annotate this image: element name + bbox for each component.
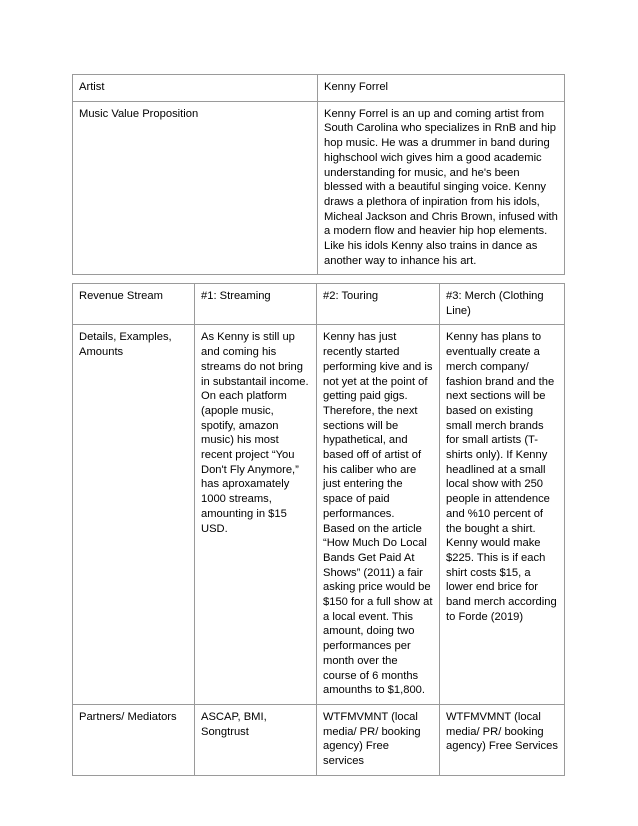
- header-cell: [195, 284, 317, 325]
- artist-row: [73, 75, 565, 102]
- artist-table: [72, 74, 565, 275]
- partners-touring-cell: [317, 704, 440, 775]
- header-streaming: #1: Streaming: [201, 290, 271, 302]
- header-touring: #2: Touring: [323, 290, 379, 302]
- partners-label-cell: [73, 704, 195, 775]
- proposition-label-cell: [73, 101, 318, 275]
- header-merch: #3: Merch (Clothing Line): [446, 290, 544, 317]
- revenue-table: [72, 283, 565, 776]
- proposition-label: Music Value Proposition: [79, 107, 199, 120]
- partners-merch: WTFMVMNT (local media/ PR/ booking agency) Free Services: [446, 710, 558, 753]
- artist-label-cell: [73, 75, 318, 102]
- partners-label: Partners/ Mediators: [79, 710, 177, 723]
- header-cell: [440, 284, 565, 325]
- artist-value-cell: [318, 75, 565, 102]
- proposition-value-cell: [318, 101, 565, 275]
- details-merch-cell: [440, 325, 565, 705]
- details-label: Details, Examples, Amounts: [79, 331, 172, 359]
- details-row: [73, 325, 565, 705]
- artist-value: Kenny Forrel: [324, 81, 389, 93]
- details-streaming: As Kenny is still up and coming his streams do not bring in substantail income. On each platform (apople music, spotify, amazon music) his most recent project “You Don't Fly Anymore,” has aproxamately 1000 streams, amounting in $15 USD.: [201, 331, 309, 535]
- details-touring: Kenny has just recently started performing kive and is not yet at the point of getting paid gigs. Therefore, the next sections will be hypathetical, and based off of artist of his caliber who are just entering the space of paid performances. Based on the article “How Much Do Local Bands Get Paid At Shows” (2011) a fair asking price would be $150 for a full show at a local event. This amount, doing two performances per month over the course of 6 months amounths to $1,800.: [323, 331, 433, 697]
- partners-merch-cell: [440, 704, 565, 775]
- partners-streaming-cell: [195, 704, 317, 775]
- details-touring-cell: [317, 325, 440, 705]
- details-streaming-cell: [195, 325, 317, 705]
- header-revenue-stream: Revenue Stream: [79, 290, 163, 302]
- details-label-cell: [73, 325, 195, 705]
- partners-streaming: ASCAP, BMI, Songtrust: [201, 710, 267, 738]
- revenue-header-row: [73, 284, 565, 325]
- details-merch: Kenny has plans to eventually create a merch company/ fashion brand and the next sections will be based on existing small merch brands for small artists (T-shirts only). If Kenny headlined at a small local show with 250 people in attendence and %10 percent of the bought a shirt. Kenny would make $225. This is if each shirt costs $15, a lower end brice for band merch according to Forde (2019): [446, 331, 557, 623]
- proposition-row: [73, 101, 565, 275]
- header-cell: [317, 284, 440, 325]
- partners-row: [73, 704, 565, 775]
- artist-label: Artist: [79, 81, 105, 93]
- partners-touring: WTFMVMNT (local media/ PR/ booking agency) Free services: [323, 710, 421, 768]
- header-cell: [73, 284, 195, 325]
- proposition-value: Kenny Forrel is an up and coming artist from South Carolina who specializes in RnB and hip hop music. He was a drummer in band during highschool wich gives him a good academic understanding for music, and he's been blessed with a beautiful singing voice. Kenny draws a plethora of inpiration from his idols, Micheal Jackson and Chris Brown, infused with a modern flow and heavier hip hop elements. Like his idols Kenny also trains in dance as another way to inhance his art.: [324, 107, 558, 267]
